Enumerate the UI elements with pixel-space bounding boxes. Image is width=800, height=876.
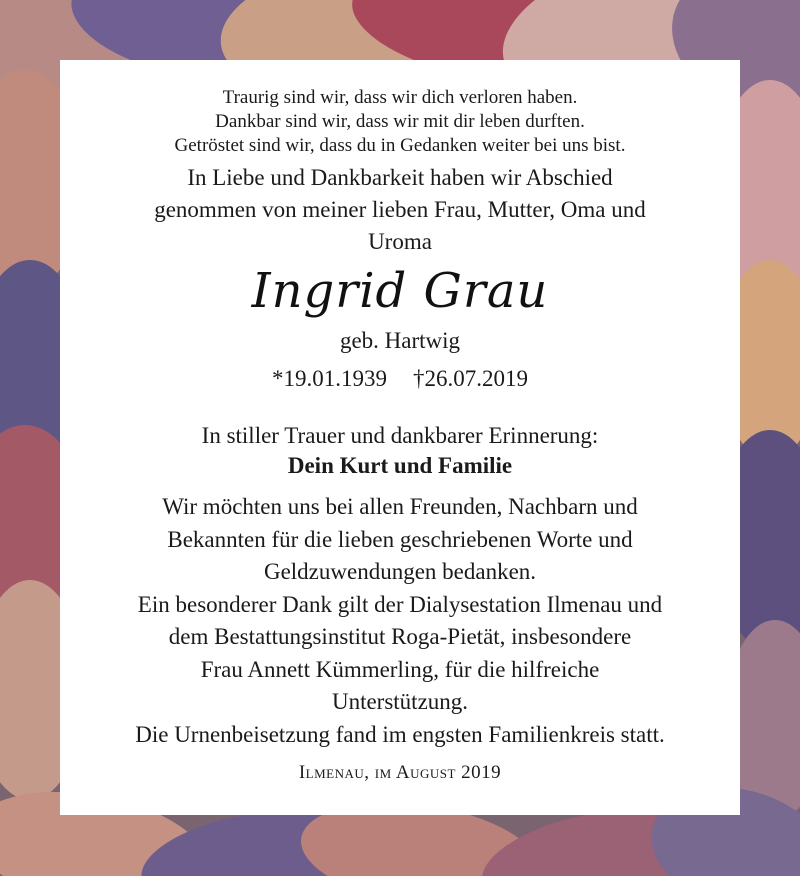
quote-line-3: Getröstet sind wir, dass du in Gedanken weiter bei uns bist. [174,135,626,156]
quote-line-1: Traurig sind wir, dass wir dich verloren haben. [222,87,578,108]
thanks-line-7: Unterstützung. [331,689,469,714]
intro-line-2: genommen von meiner lieben Frau, Mutter, Oma und [154,197,646,222]
mourners-names: Dein Kurt und Familie [287,453,513,478]
thanks-line-5: dem Bestattungsinstitut Roga-Pietät, insbesondere [168,624,632,649]
deceased-name: Ingrid Grau [251,263,549,319]
birth-date: *19.01.1939 [272,366,387,391]
maiden-name: geb. Hartwig [339,328,461,353]
thanks-line-3: Geldzuwendungen bedanken. [263,559,537,584]
thanks-line-2: Bekannten für die lieben geschriebenen Worte und [167,527,633,552]
thanks-line-6: Frau Annett Kümmerling, für die hilfreiche [200,657,600,682]
death-date: †26.07.2019 [413,366,528,391]
thanks-line-8: Die Urnenbeisetzung fand im engsten Familienkreis statt. [135,722,665,747]
mourners-line: In stiller Trauer und dankbarer Erinnerung: [201,423,599,448]
intro-line-1: In Liebe und Dankbarkeit haben wir Abschied [187,165,613,190]
obituary-card [60,60,740,815]
thanks-line-1: Wir möchten uns bei allen Freunden, Nachbarn und [162,494,638,519]
quote-line-2: Dankbar sind wir, dass wir mit dir leben durften. [215,111,585,132]
life-dates [60,366,740,392]
intro-line-3: Uroma [368,229,432,254]
place-date: Ilmenau, im August 2019 [298,762,502,783]
thanks-line-4: Ein besonderer Dank gilt der Dialysestation Ilmenau und [137,592,663,617]
